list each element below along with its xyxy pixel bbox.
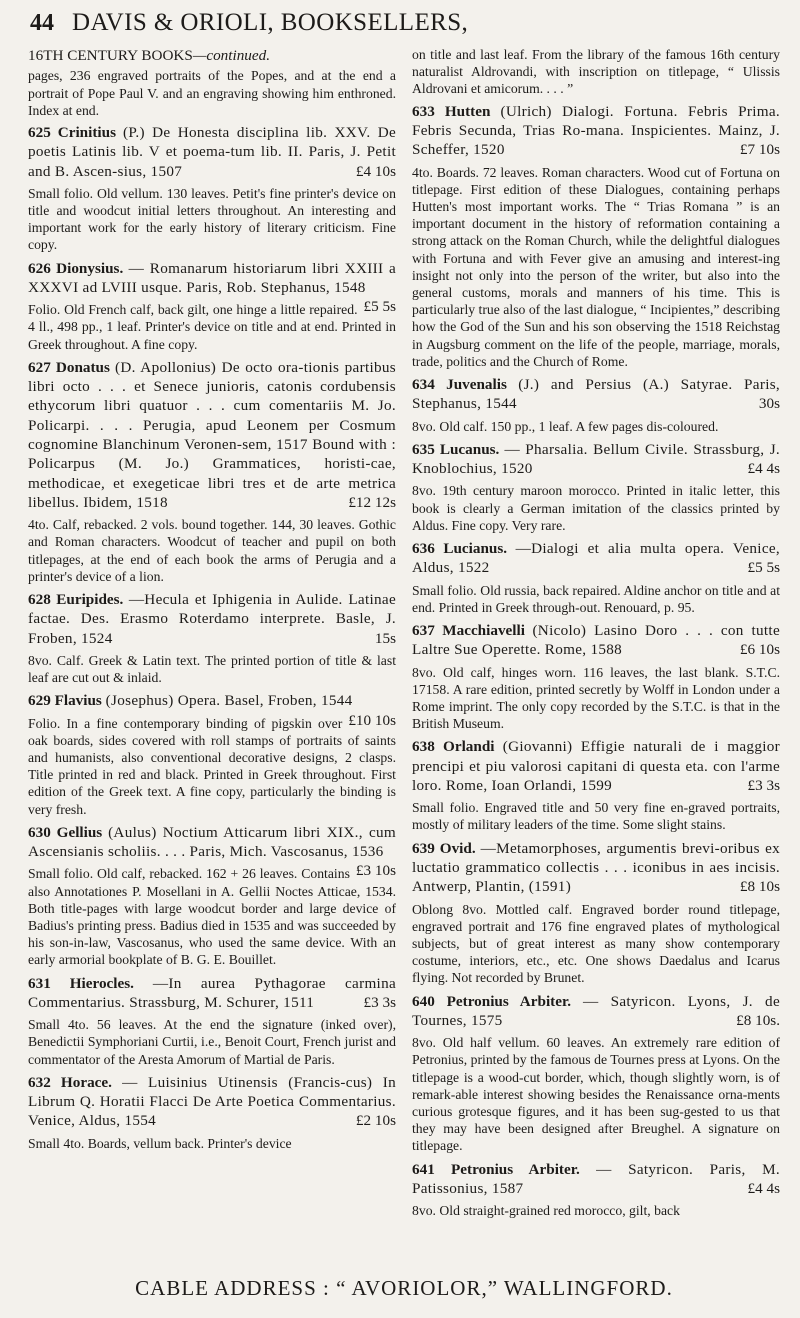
catalogue-entry [28,358,396,585]
right-preamble: on title and last leaf. From the library of the famous 16th century naturalist Aldrovandi, with inscription on titlepage, “ Ulissis Aldrovani et amicorum. . . . ” [412,47,780,97]
entry-lot: 636 Lucianus. [412,539,508,557]
entry-heading [412,440,780,479]
entry-lot: 637 Macchiavelli [412,621,525,639]
entry-description: Small folio. Old russia, back repaired. Aldine anchor on title and at end. Printed in Greek through-out. Renouard, p. 95. [412,582,780,615]
entry-description: 8vo. Old straight-grained red morocco, gilt, back [412,1203,680,1219]
section-heading [28,46,396,65]
entry-lot: 628 Euripides. [28,591,124,608]
entry-description: 4to. Calf, rebacked. 2 vols. bound together. 144, 30 leaves. Gothic and Roman characters. Woodcut of teacher and pupil on both titlepages, at the end of each book the arms of Perugia and a printer's device of a lion. [28,517,396,584]
entry-description: 8vo. Old calf, hinges worn. 116 leaves, the last blank. S.T.C. 17158. A rare edition, printed secretly by Wolff in London under a Rome imprint. The only copy recorded by the S.T.C. is that in the British Museum. [412,664,780,732]
entry-description: 8vo. Old calf. 150 pp., 1 leaf. A few pages dis-coloured. [412,418,719,434]
catalogue-entry [412,1160,780,1220]
entry-lot: 639 Ovid. [412,839,476,857]
entry-price: £3 3s [363,993,396,1011]
entry-price: £4 4s [747,460,780,478]
catalogue-entry [412,375,780,435]
entry-title: — Romanarum historiarum libri XXIII a XXXVI ad LVIII usque. Paris, Rob. Stephanus, 1548 [28,259,396,296]
entry-title: — Satyricon. Lyons, J. de Tournes, 1575 [412,992,780,1029]
entry-title: (P.) De Honesta disciplina lib. XXV. De poetis Latinis lib. V et poema-tum lib. II. Paris, J. Petit and B. Ascen-sius, 1507 [28,123,396,180]
entry-price: £8 10s [739,878,780,896]
cable-address-footer: CABLE ADDRESS : “ AVORIOLOR,” WALLINGFORD. [135,1276,673,1300]
entry-price: £3 10s [355,862,396,880]
entry-lot: 625 Crinitius [28,123,116,141]
entry-title: (J.) and Persius (A.) Satyrae. Paris, Stephanus, 1544 [412,375,780,413]
catalogue-entry [28,691,396,818]
entry-description: Small folio. Old calf, rebacked. 162 + 26 leaves. Contains also Annotationes P. Mosellani in A. Gellii Noctes Atticae, 1534. Both title-pages with large woodcut border and large device of Badius's printing press. Badius died in 1535 and was succeeded by his son-in-law, Vascosanus, who used the same device. With an early armorial bookplate of B. G. E. Bouillet. [28,866,396,968]
entry-heading [412,102,780,160]
entry-heading [412,839,780,897]
entry-title: (Ulrich) Dialogi. Fortuna. Febris Prima. Febris Secunda, Trias Ro-mana. Inspicientes. Mainz, J. Scheffer, 1520 [412,102,780,159]
entry-title: —Dialogi et alia multa opera. Venice, Aldus, 1522 [412,539,780,577]
catalogue-columns [28,46,780,1268]
catalogue-entry [28,123,396,254]
entry-lot: 630 Gellius [28,823,103,841]
entry-price: 15s [374,629,396,647]
entry-price: £3 3s [747,776,780,794]
entry-description: Small folio. Engraved title and 50 very fine en-graved portraits, mostly of military leaders of the time. Some slight stains. [412,800,780,833]
entry-lot: 626 Dionysius. [28,259,124,277]
entry-description: Small folio. Old vellum. 130 leaves. Petit's fine printer's device on title and woodcut initial letters throughout. An interesting and important work for the early history of literary criticism. Fine copy. [28,185,396,253]
entry-price: £6 10s [739,641,780,659]
entry-title: (Nicolo) Lasino Doro . . . con tutte Laltre Sue Operette. Rome, 1588 [412,621,780,659]
entry-heading [28,123,396,181]
left-entries [28,123,396,1152]
entry-lot: 641 Petronius Arbiter. [412,1160,580,1178]
catalogue-entry [412,440,780,534]
catalogue-entry [412,839,780,987]
entry-heading [412,621,780,660]
catalogue-entry [412,539,780,616]
catalogue-entry [28,974,396,1068]
entry-title: —Metamorphoses, argumentis brevi-oribus ex luctatio grammatico collectis . . . iconibus in aes incisis. Antwerp, Plantin, (1591) [412,839,780,896]
entry-lot: 635 Lucanus. [412,440,500,458]
catalogue-entry [28,590,396,686]
entry-title: (D. Apollonius) De octo ora-tionis partibus libri octo . . . et Senece junioris, catonis cordubensis ethycorum libri quatuor . . . cum comentariis M. Jo. Policarpi. . . . Perugia, apud Leonem per Cosmum cognomine Blanchinum Veronen-sem, 1517 Bound with : Policarpus (M. Jo.) Grammatices, horisti-cae, methodicae, et exegeticae libri tres et de arte metrica libellus. Ibidem, 1518 [28,358,396,511]
catalogue-entry [28,1073,396,1152]
catalogue-entry [412,621,780,732]
entry-title: —Hecula et Iphigenia in Aulide. Latinae factae. Des. Erasmo Roterdamo interprete. Basle, J. Froben, 1524 [28,591,396,647]
entry-heading [28,590,396,648]
entry-price: £10 10s [348,711,396,729]
entry-price: £4 10s [355,162,396,180]
entry-lot: 627 Donatus [28,358,110,376]
entry-price: £2 10s [355,1112,396,1130]
entry-title: (Josephus) Opera. Basel, Froben, 1544 [105,692,353,710]
entry-lot: 632 Horace. [28,1073,112,1091]
page-number: 44 [30,9,54,36]
catalogue-entry [28,259,396,353]
entry-price: £5 5s [747,559,780,577]
right-column [412,46,780,1268]
entry-price: £12 12s [348,493,396,511]
entry-title: (Giovanni) Effigie naturali de i maggior prencipi et piu valorosi capitani di questa eta. con l'arme loro. Rome, Ioan Orlandi, 1599 [412,738,780,794]
entry-heading [412,1160,780,1199]
entry-heading [28,358,396,512]
entry-title: (Aulus) Noctium Atticarum libri XIX., cum Ascensianis scholiis. . . . Paris, Mich. Vascosanus, 1536 [28,823,396,861]
entry-lot: 634 Juvenalis [412,375,507,393]
entry-description: Folio. Old French calf, back gilt, one hinge a little repaired. 4 ll., 498 pp., 1 leaf. Printer's device on title and at end. Printed in Greek throughout. A fine copy. [28,302,396,352]
entry-lot: 633 Hutten [412,102,491,120]
entry-description: 8vo. 19th century maroon morocco. Printed in italic letter, this book is clearly a German imitation of the classics printed by Aldus. Fine copy. Very rare. [412,483,780,533]
running-title: DAVIS & ORIOLI, BOOKSELLERS, [72,9,469,36]
entry-heading [28,974,396,1013]
entry-lot: 638 Orlandi [412,738,495,756]
left-preamble: pages, 236 engraved portraits of the Popes, and at the end a portrait of Pope Paul V. and an engraving showing him enthroned. Index at end. [28,68,396,118]
entry-description: 4to. Boards. 72 leaves. Roman characters. Wood cut of Fortuna on titlepage. First edition of these Dialogues, containing perhaps Hutten's most important works. The “ Trias Romana ” is an important document in the history of reformation containing a strong attack on the Roman Church, while the delightful dialogues with Fortuna and with Fever give an amusing and interest-ing insight not only into the person of the writer, but also into the general customs, morals and manners of his time. This is particularly true also of the last dialogue, “ Incipientes,” describing how the God of the Sun and his son observing the 1518 Reichstag in Augsburg comment on the life of the people, marriage, morals, trade, politics and the Church of Rome. [412,164,780,369]
entry-title: —In aurea Pythagorae carmina Commentarius. Strassburg, M. Schurer, 1511 [28,974,396,1011]
entry-heading [28,1073,396,1131]
page-header [30,6,778,40]
entry-description: 8vo. Old half vellum. 60 leaves. An extremely rare edition of Petronius, printed by the famous de Tournes press at Lyons. On the titlepage is a wood-cut border, which, though slightly worn, is of remark-able interest showing besides the Renaissance orna-ments curious grotesque figures, and it has been sug-gested to us that they may have been designed after Breughel. A signature on titlepage. [412,1035,780,1154]
entry-title: — Luisinius Utinensis (Francis-cus) In Librum Q. Horatii Flacci De Arte Poetica Commentarius. Venice, Aldus, 1554 [28,1073,396,1130]
left-column [28,46,396,1268]
entry-lot: 631 Hierocles. [28,974,134,992]
catalogue-entry [412,737,780,833]
entry-description: Folio. In a fine contemporary binding of pigskin over oak boards, sides covered with roll stamps of portraits of saints and humanists, also conventional decorative designs, 2 clasps. Title printed in red and black. Printed in Greek throughout. First edition of the Greek text. A fine copy, particularly the binding is very fresh. [28,715,396,817]
catalogue-entry [412,102,780,370]
section-title: 16TH CENTURY BOOKS [28,47,193,64]
entry-price: £8 10s. [736,1011,780,1029]
entry-price: £5 5s [363,298,396,316]
entry-heading [412,539,780,578]
entry-description: Small 4to. Boards, vellum back. Printer's device [28,1135,292,1151]
right-entries [412,102,780,1220]
catalogue-entry [28,823,396,969]
entry-heading [28,823,396,880]
entry-price: £7 10s [739,141,780,159]
entry-title: — Pharsalia. Bellum Civile. Strassburg, J. Knoblochius, 1520 [412,440,780,478]
entry-price: 30s [758,395,780,413]
entry-heading [28,259,396,316]
entry-description: Small 4to. 56 leaves. At the end the signature (inked over), Benedictii Symphoriani Curtii, i.e., Benoit Court, French jurist and commentator of the Aresta Amorum of Martial de Paris. [28,1017,396,1067]
entry-description: 8vo. Calf. Greek & Latin text. The printed portion of title & last leaf are cut out & inlaid. [28,652,396,686]
entry-lot: 640 Petronius Arbiter. [412,992,572,1010]
entry-title: — Satyricon. Paris, M. Patissonius, 1587 [412,1160,780,1197]
entry-heading [412,992,780,1031]
entry-description: Oblong 8vo. Mottled calf. Engraved border round titlepage, engraved portrait and 176 fine engraved plates of mythological subjects, but of great interest as many show contemporary costume, interiors, etc., etc. One shows Daedalus and Icarus flying. Not recorded by Brunet. [412,901,780,986]
entry-heading [28,691,396,729]
entry-price: £4 4s [747,1179,780,1197]
catalogue-entry [412,992,780,1155]
entry-heading [412,375,780,414]
entry-lot: 629 Flavius [28,692,102,710]
section-continued: —continued. [192,47,271,64]
entry-heading [412,737,780,795]
